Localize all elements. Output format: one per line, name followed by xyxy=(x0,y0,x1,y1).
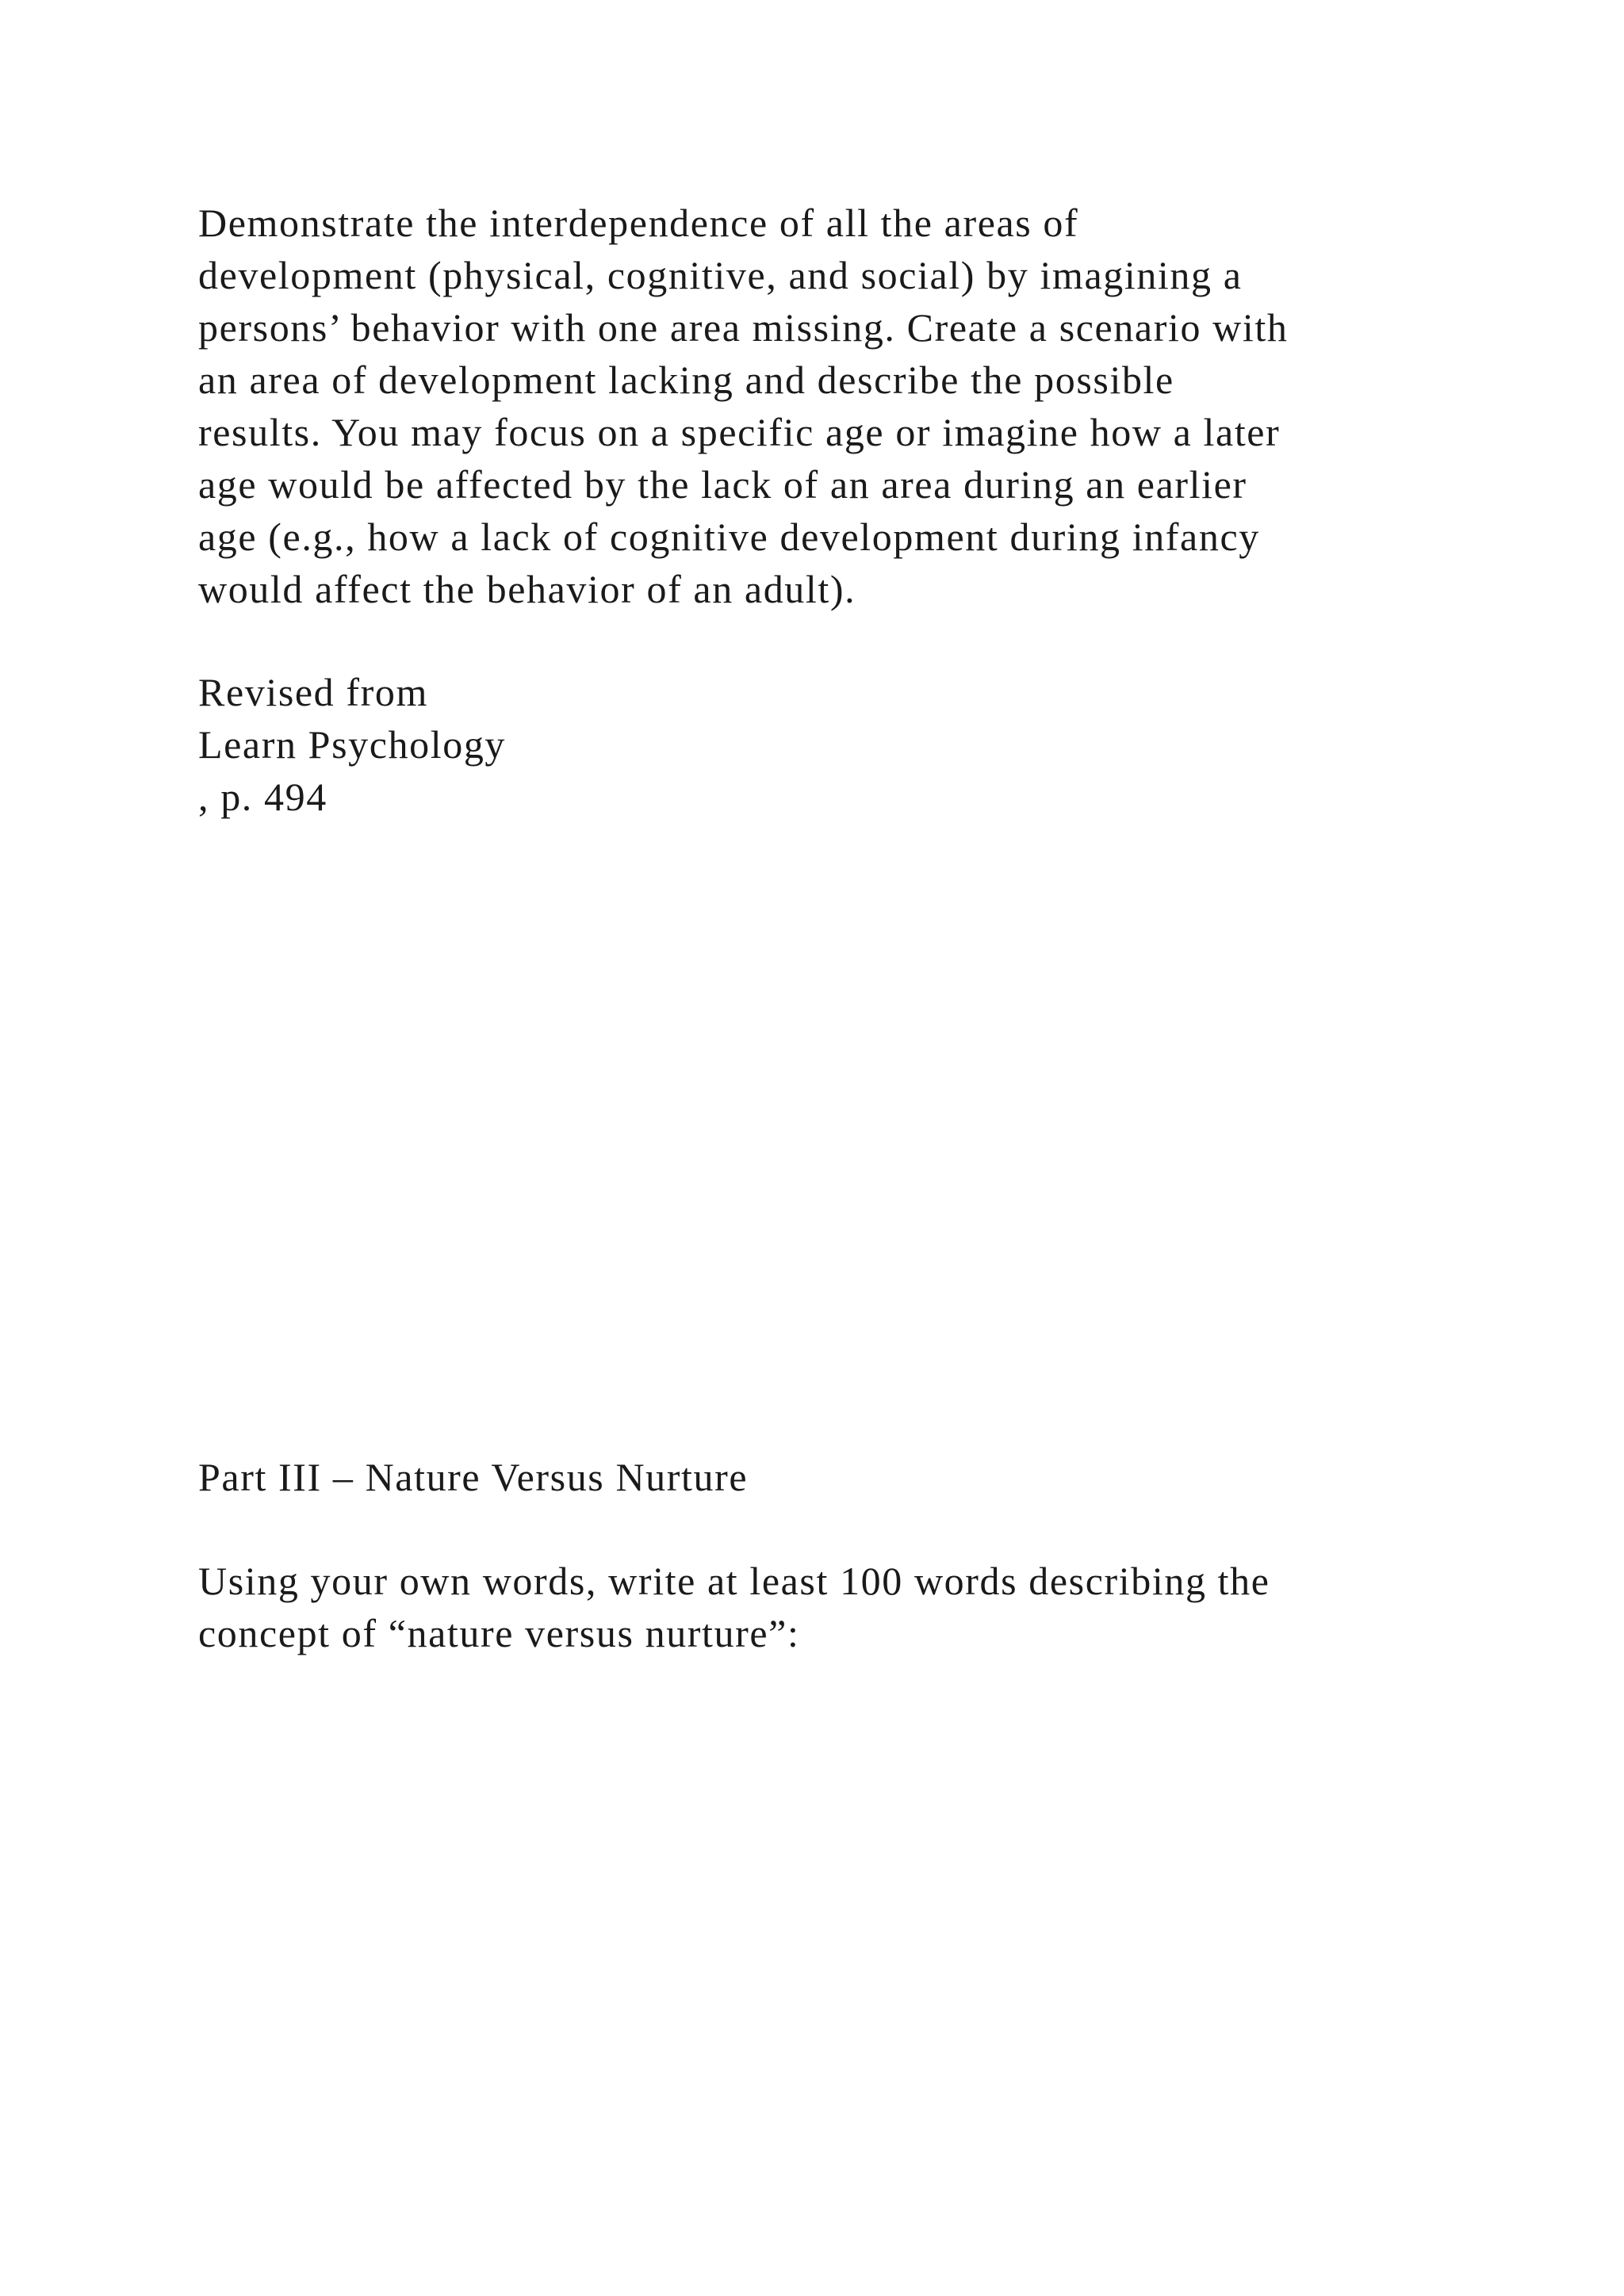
instruction-paragraph xyxy=(198,1555,1270,1659)
prompt-line: persons’ behavior with one area missing. Create a scenario with xyxy=(198,305,1289,350)
prompt-line: age would be affected by the lack of an area during an earlier xyxy=(198,462,1247,507)
section-heading-text: Part III – Nature Versus Nurture xyxy=(198,1455,749,1499)
citation-page: , p. 494 xyxy=(198,775,327,819)
prompt-line: results. You may focus on a specific age or imagine how a later xyxy=(198,410,1281,454)
prompt-line: age (e.g., how a lack of cognitive development during infancy xyxy=(198,515,1260,559)
instruction-line: concept of “nature versus nurture”: xyxy=(198,1611,800,1655)
instruction-line: Using your own words, write at least 100 words describing the xyxy=(198,1559,1270,1603)
prompt-paragraph xyxy=(198,197,1288,615)
citation-source: Learn Psychology xyxy=(198,722,507,767)
prompt-line: would affect the behavior of an adult). xyxy=(198,567,856,611)
section-heading xyxy=(198,1451,748,1503)
prompt-line: Demonstrate the interdependence of all the areas of xyxy=(198,201,1079,245)
prompt-line: development (physical, cognitive, and social) by imagining a xyxy=(198,253,1243,297)
citation-prefix: Revised from xyxy=(198,670,428,714)
citation xyxy=(198,666,506,823)
prompt-line: an area of development lacking and describe the possible xyxy=(198,358,1174,402)
